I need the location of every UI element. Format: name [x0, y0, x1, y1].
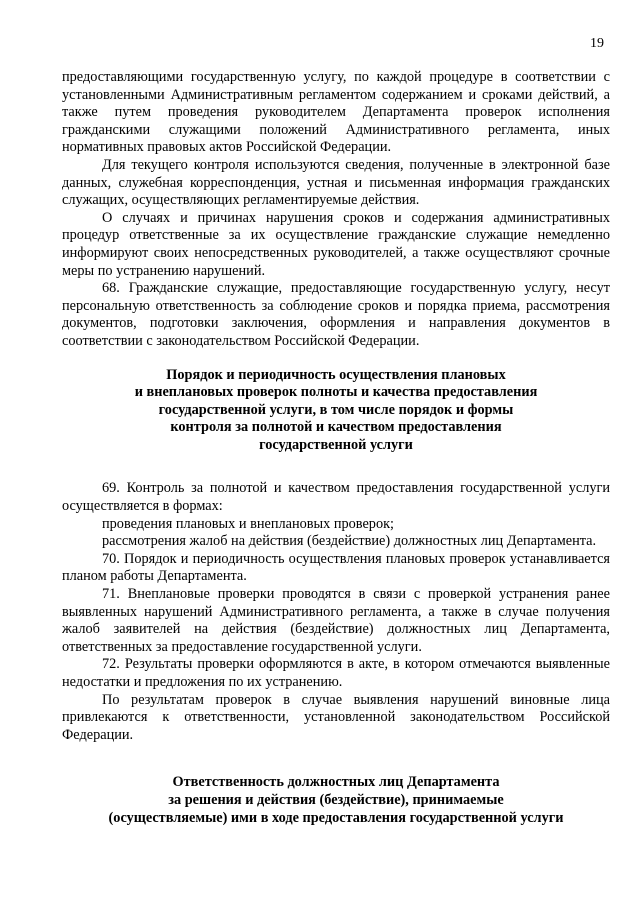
document-body [62, 69, 610, 827]
paragraph-current-control: Для текущего контроля используются сведения, полученные в электронной базе данных, служебная корреспонденция, устная и письменная информация гражданских служащих, осуществляющих регламентируемые действия. [62, 156, 610, 209]
heading-line: государственной услуги [259, 436, 413, 453]
section-heading-responsibility [62, 774, 610, 827]
heading-line: и внеплановых проверок полноты и качества предоставления [134, 384, 538, 401]
paragraph-72: 72. Результаты проверки оформляются в акте, в котором отмечаются выявленные недостатки и предложения по их устранению. [62, 656, 610, 690]
paragraph-violations: О случаях и причинах нарушения сроков и содержания административных процедур ответственные за их осуществление гражданские служащие немедленно информируют своих непосредственных руководителей, а также осуществляют срочные меры по устранению нарушений. [62, 209, 610, 279]
paragraph-71: 71. Внеплановые проверки проводятся в связи с проверкой устранения ранее выявленных нарушений Административного регламента, а также в случае получения жалоб заявителей на действия (бездействие) должностных лиц Департамента, ответственных за предоставление государственной услуги. [62, 586, 610, 655]
heading-line: государственной услуги, в том числе порядок и формы [158, 401, 514, 418]
paragraph-70: 70. Порядок и периодичность осуществления плановых проверок устанавливается планом работы Департамента. [62, 550, 610, 585]
paragraph-liability: По результатам проверок в случае выявления нарушений виновные лица привлекаются к ответственности, установленной законодательством Российской Федерации. [62, 691, 610, 743]
heading-line: за решения и действия (бездействие), принимаемые [168, 791, 504, 808]
section-heading-inspections [62, 367, 610, 455]
paragraph-form-complaints: рассмотрения жалоб на действия (бездействие) должностных лиц Департамента. [102, 533, 597, 550]
paragraph-69: 69. Контроль за полнотой и качеством предоставления государственной услуги осуществляется в формах: [62, 480, 610, 515]
paragraph-68: 68. Гражданские служащие, предоставляющие государственную услугу, несут персональную ответственность за соблюдение сроков и порядка приема, рассмотрения документов, подготовки заключения, оформления и направления документов в соответствии с законодательством Российской Федерации. [62, 280, 610, 349]
heading-line: контроля за полнотой и качеством предоставления [170, 419, 502, 436]
heading-line: Порядок и периодичность осуществления плановых [166, 366, 506, 383]
page-number: 19 [590, 36, 604, 51]
heading-line: Ответственность должностных лиц Департамента [172, 774, 500, 791]
heading-line: (осуществляемые) ими в ходе предоставления государственной услуги [108, 809, 564, 826]
paragraph-form-inspections: проведения плановых и внеплановых проверок; [102, 515, 395, 532]
paragraph-continuation: предоставляющими государственную услугу, по каждой процедуре в соответствии с установленными Административным регламентом содержанием и сроками действий, а также путем проведения руководителем Департамента проверок исполнения гражданскими служащими положений Административного регламента, иных нормативных правовых актов Российской Федерации. [62, 69, 610, 156]
